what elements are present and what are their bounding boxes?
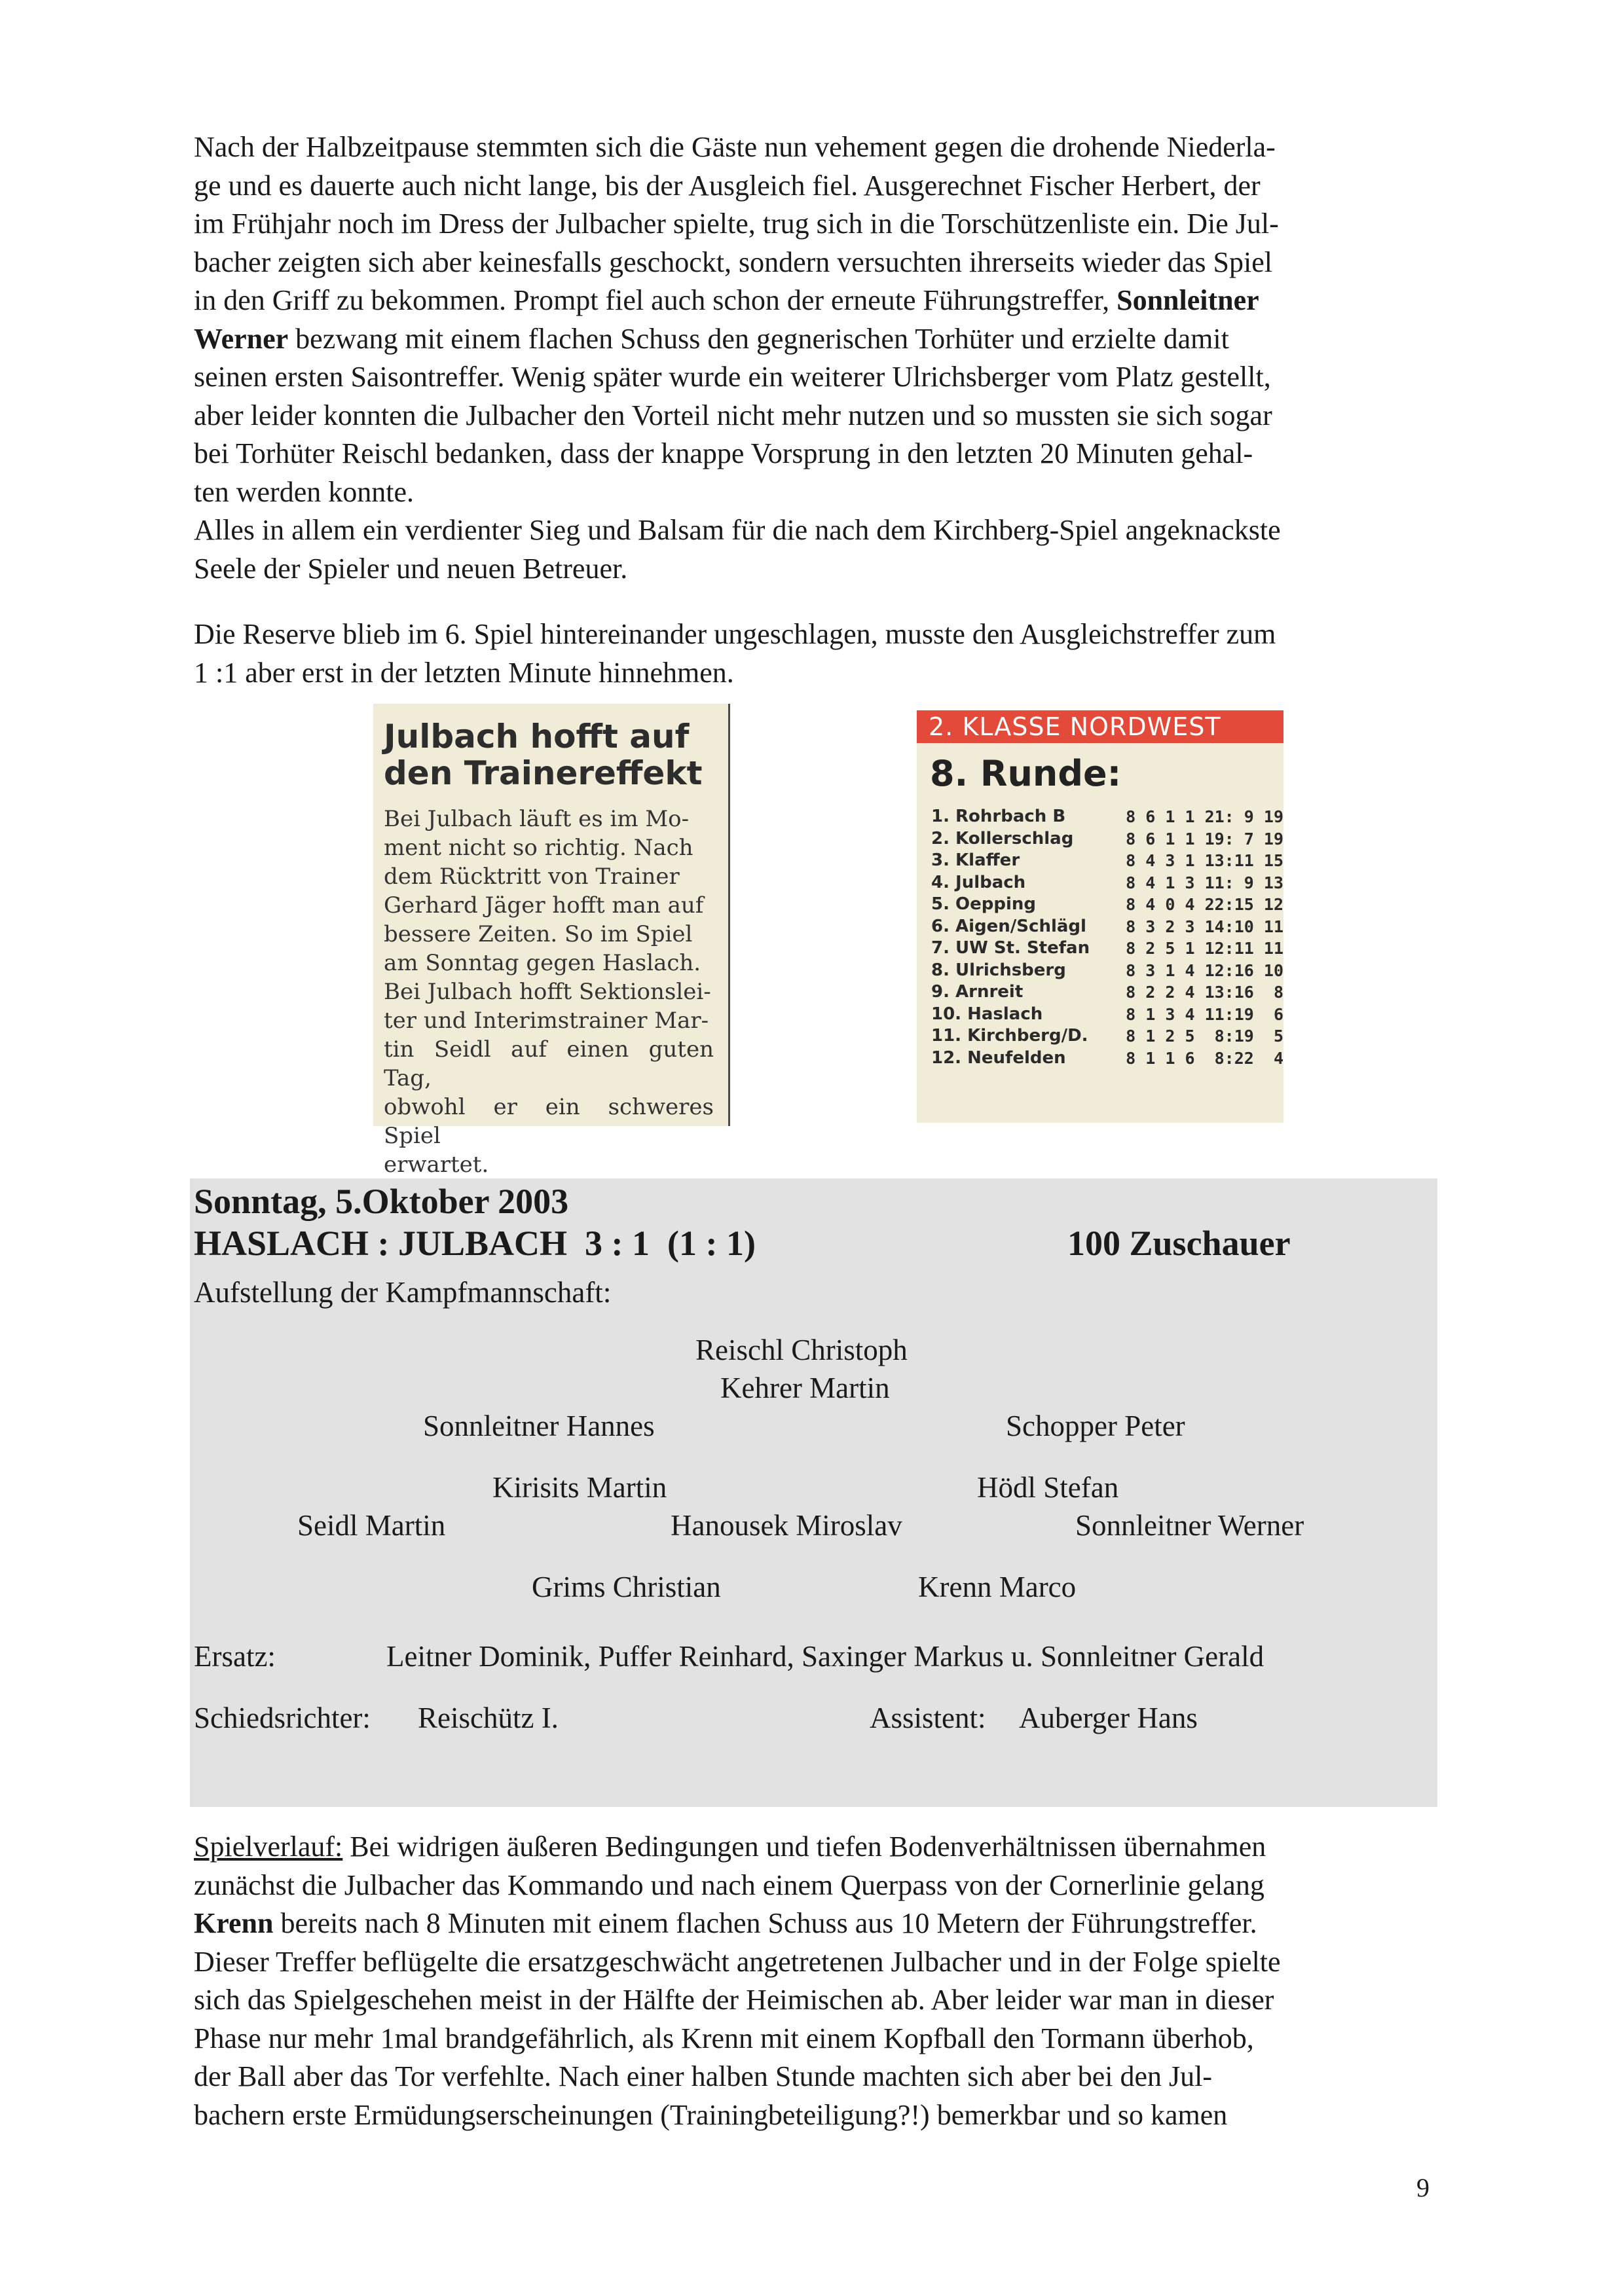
assistant-name: Auberger Hans	[1019, 1702, 1198, 1734]
referee-name: Reischütz I.	[418, 1702, 559, 1734]
standings-team: 1. Rohrbach B	[931, 807, 1066, 826]
text-line: Phase nur mehr 1mal brandgefährlich, als Krenn mit einem Kopfball den Tormann überhob,	[194, 2022, 1254, 2054]
lineup-label: Aufstellung der Kampfmannschaft:	[194, 1276, 612, 1309]
match-date: Sonntag, 5.Oktober 2003	[194, 1182, 569, 1221]
standings-stats: 8 3 2 3 14:10 11	[1126, 917, 1283, 936]
standings-row	[931, 806, 1283, 828]
referee-label: Schiedsrichter:	[194, 1702, 371, 1734]
standings-row	[931, 872, 1283, 894]
text-line: 1 :1 aber erst in der letzten Minute hinnehmen.	[194, 656, 734, 689]
standings-row	[931, 938, 1283, 960]
player-wing-left: Seidl Martin	[297, 1509, 446, 1542]
standings-team: 2. Kollerschlag	[931, 828, 1074, 848]
standings-team: 12. Neufelden	[931, 1048, 1066, 1068]
standings-row	[931, 828, 1283, 850]
player-mid-left: Kirisits Martin	[492, 1471, 667, 1504]
standings-row	[931, 850, 1283, 872]
text-line: Nach der Halbzeitpause stemmten sich die Gäste nun vehement gegen die drohende Niederla-	[194, 131, 1276, 163]
newspaper-clipping-article	[373, 704, 730, 1178]
player-fwd-left: Grims Christian	[532, 1571, 721, 1603]
bold-name: Krenn	[194, 1907, 274, 1939]
text-line: zunächst die Julbacher das Kommando und nach einem Querpass von der Cornerlinie gelang	[194, 1868, 1264, 1901]
standings-row	[931, 894, 1283, 916]
player-fwd-right: Krenn Marco	[918, 1571, 1077, 1603]
standings-team: 3. Klaffer	[931, 850, 1020, 870]
text-line: bacher zeigten sich aber keinesfalls geschockt, sondern versuchten ihrerseits wieder das Spiel	[194, 246, 1272, 278]
clipping-body: Bei Julbach läuft es im Mo- ment nicht so richtig. Nach dem Rücktritt von Trainer Gerhard Jäger hofft man auf bessere Zeiten. So im Spiel am Sonntag gegen Haslach. Bei Julbach hofft Sektionslei- ter und Interimstrainer Mar- tin Seidl auf einen guten Tag, obwohl er ein schweres Spiel erwartet.	[384, 806, 714, 1178]
league-banner: 2. KLASSE NORDWEST	[917, 710, 1283, 743]
standings-stats: 8 6 1 1 21: 9 19	[1126, 807, 1283, 826]
player-mid-right: Hödl Stefan	[977, 1471, 1119, 1504]
player-sweeper: Kehrer Martin	[720, 1372, 890, 1404]
text-line: der Ball aber das Tor verfehlte. Nach einer halben Stunde machten sich aber bei den Jul-	[194, 2060, 1213, 2092]
clipping-headline: Julbach hofft auf den Trainereffekt	[384, 718, 703, 792]
text-line: Alles in allem ein verdienter Sieg und Balsam für die nach dem Kirchberg-Spiel angeknackste	[194, 514, 1281, 546]
standings-stats: 8 4 3 1 13:11 15	[1126, 851, 1283, 870]
report-label: Spielverlauf:	[194, 1831, 343, 1863]
match-info-box	[190, 1178, 1437, 1807]
match-report	[194, 1828, 1438, 2134]
standings-team: 5. Oepping	[931, 894, 1037, 914]
standings-row	[931, 1025, 1283, 1048]
page-number: 9	[1416, 2173, 1430, 2202]
newspaper-clipping-standings	[917, 710, 1283, 1123]
standings-stats: 8 1 2 5 8:19 5	[1126, 1027, 1283, 1046]
standings-row	[931, 1048, 1283, 1070]
text-line: Dieser Treffer beflügelte die ersatzgeschwächt angetretenen Julbacher und in der Folge spielte	[194, 1945, 1281, 1978]
standings-row	[931, 1004, 1283, 1026]
player-def-left: Sonnleitner Hannes	[423, 1410, 655, 1442]
text-line: Werner bezwang mit einem flachen Schuss den gegnerischen Torhüter und erzielte damit	[194, 322, 1229, 355]
reserve-paragraph	[194, 615, 1438, 692]
text-line: sich das Spielgeschehen meist in der Hälfte der Heimischen ab. Aber leider war man in dieser	[194, 1984, 1274, 2016]
subs-list: Leitner Dominik, Puffer Reinhard, Saxinger Markus u. Sonnleitner Gerald	[386, 1640, 1264, 1673]
standings-stats: 8 4 0 4 22:15 12	[1126, 895, 1283, 914]
text-line: bachern erste Ermüdungserscheinungen (Trainingbeteiligung?!) bemerkbar und so kamen	[194, 2098, 1228, 2131]
text-line: Spielverlauf: Bei widrigen äußeren Bedingungen und tiefen Bodenverhältnissen übernahmen	[194, 1831, 1266, 1863]
standings-team: 11. Kirchberg/D.	[931, 1026, 1088, 1046]
subs-label: Ersatz:	[194, 1640, 276, 1673]
text-line: seinen ersten Saisontreffer. Wenig später wurde ein weiterer Ulrichsberger vom Platz gestellt,	[194, 361, 1271, 393]
standings-row	[931, 981, 1283, 1004]
standings-stats: 8 6 1 1 19: 7 19	[1126, 829, 1283, 848]
standings-team: 9. Arnreit	[931, 982, 1024, 1002]
spectators: 100 Zuschauer	[1067, 1224, 1291, 1263]
text-line: Krenn bereits nach 8 Minuten mit einem flachen Schuss aus 10 Metern der Führungstreffer.	[194, 1907, 1257, 1939]
standings-stats: 8 4 1 3 11: 9 13	[1126, 873, 1283, 892]
standings-stats: 8 1 3 4 11:19 6	[1126, 1004, 1283, 1024]
standings-team: 7. UW St. Stefan	[931, 938, 1090, 958]
text-line: in den Griff zu bekommen. Prompt fiel auch schon der erneute Führungstreffer, Sonnleitner	[194, 284, 1259, 316]
player-def-right: Schopper Peter	[1006, 1410, 1185, 1442]
text-line: ge und es dauerte auch nicht lange, bis der Ausgleich fiel. Ausgerechnet Fischer Herbert, der	[194, 169, 1261, 202]
bold-name: Sonnleitner	[1116, 284, 1259, 316]
player-wing-right: Sonnleitner Werner	[1075, 1509, 1304, 1542]
standings-stats: 8 1 1 6 8:22 4	[1126, 1048, 1283, 1068]
standings-stats: 8 2 2 4 13:16 8	[1126, 983, 1283, 1002]
text-line: Die Reserve blieb im 6. Spiel hintereinander ungeschlagen, musste den Ausgleichstreffer zum	[194, 618, 1276, 650]
text-line: bei Torhüter Reischl bedanken, dass der knappe Vorsprung in den letzten 20 Minuten gehal-	[194, 437, 1253, 469]
text-line: aber leider konnten die Julbacher den Vorteil nicht mehr nutzen und so mussten sie sich sogar	[194, 399, 1272, 431]
standings-team: 10. Haslach	[931, 1004, 1043, 1024]
round-heading: 8. Runde:	[930, 753, 1122, 794]
text-line: ten werden konnte.	[194, 475, 414, 508]
standings-stats: 8 3 1 4 12:16 10	[1126, 960, 1283, 980]
text-line: Seele der Spieler und neuen Betreuer.	[194, 552, 628, 585]
player-goalkeeper: Reischl Christoph	[695, 1334, 908, 1366]
match-result: HASLACH : JULBACH 3 : 1 (1 : 1)	[194, 1224, 756, 1263]
standings-table	[931, 806, 1283, 1069]
bold-name: Werner	[194, 322, 289, 355]
player-center-mid: Hanousek Miroslav	[671, 1509, 902, 1542]
standings-stats: 8 2 5 1 12:11 11	[1126, 939, 1283, 958]
standings-team: 8. Ulrichsberg	[931, 960, 1066, 980]
intro-paragraph	[194, 128, 1438, 588]
standings-row	[931, 916, 1283, 938]
text-line: im Frühjahr noch im Dress der Julbacher spielte, trug sich in die Torschützenliste ein. Die Jul-	[194, 208, 1279, 240]
standings-team: 4. Julbach	[931, 872, 1026, 892]
standings-row	[931, 960, 1283, 982]
standings-team: 6. Aigen/Schlägl	[931, 916, 1086, 936]
assistant-label: Assistent:	[870, 1702, 986, 1734]
